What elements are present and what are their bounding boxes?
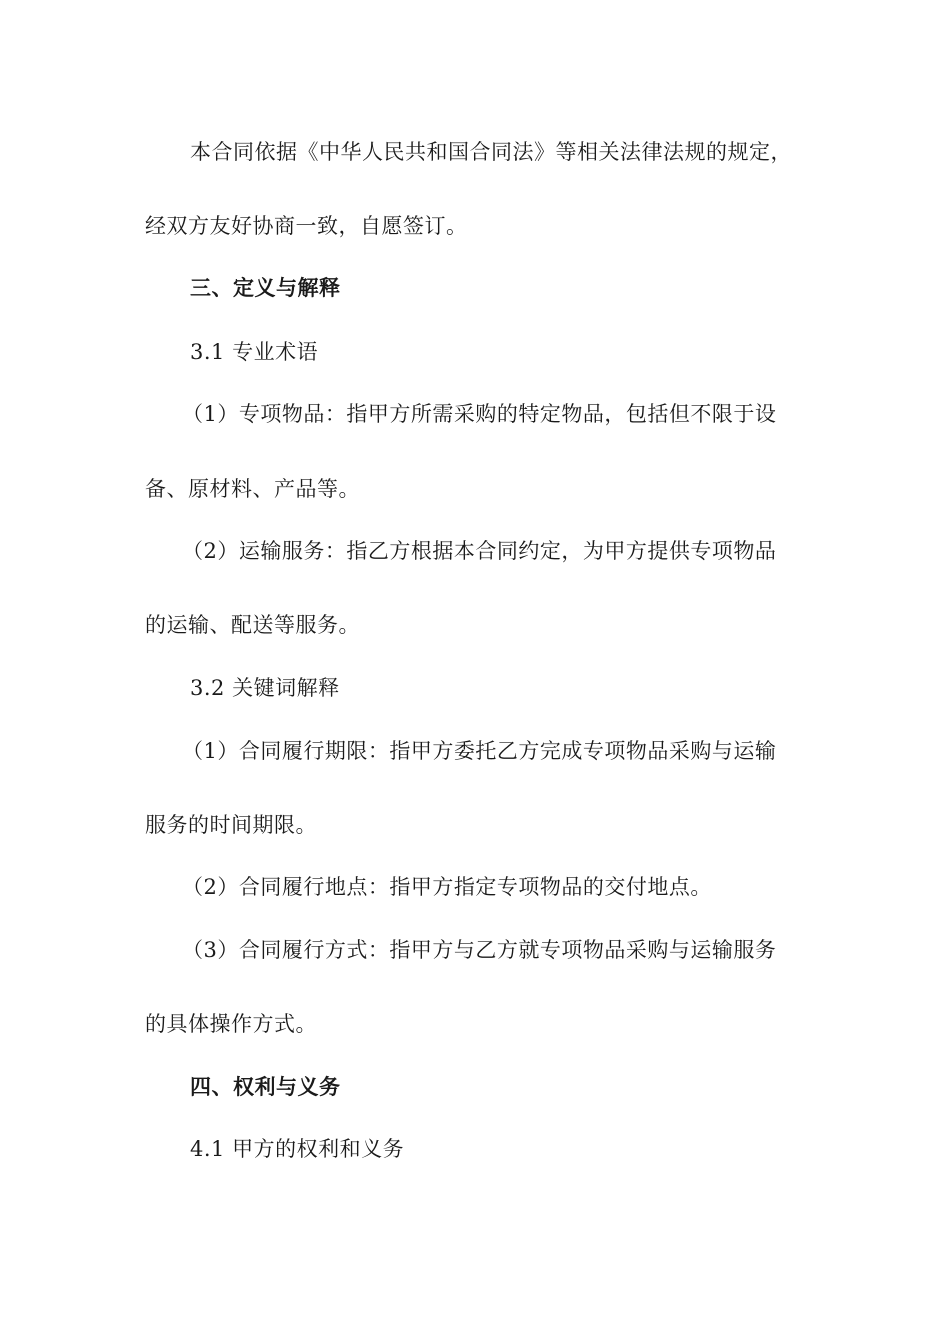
section-heading-definitions: 三、定义与解释 — [190, 275, 341, 300]
keyword-item-1-line-2: 服务的时间期限。 — [145, 813, 317, 837]
term-item-1-line-1: （1）专项物品：指甲方所需采购的特定物品，包括但不限于设 — [182, 402, 777, 426]
section-heading-rights: 四、权利与义务 — [190, 1074, 341, 1099]
term-item-1-line-2: 备、原材料、产品等。 — [145, 477, 360, 501]
paragraph-basis-line-1: 本合同依据《中华人民共和国合同法》等相关法律法规的规定， — [190, 140, 792, 164]
paragraph-basis-line-2: 经双方友好协商一致，自愿签订。 — [145, 214, 468, 238]
keyword-item-3-line-2: 的具体操作方式。 — [145, 1012, 317, 1036]
subsection-heading-party-a: 4.1 甲方的权利和义务 — [190, 1137, 405, 1161]
term-item-2-line-2: 的运输、配送等服务。 — [145, 613, 360, 637]
term-item-2-line-1: （2）运输服务：指乙方根据本合同约定，为甲方提供专项物品 — [182, 539, 777, 563]
subsection-heading-keywords: 3.2 关键词解释 — [190, 676, 340, 700]
subsection-heading-terms: 3.1 专业术语 — [190, 340, 319, 364]
keyword-item-2: （2）合同履行地点：指甲方指定专项物品的交付地点。 — [182, 875, 712, 899]
keyword-item-1-line-1: （1）合同履行期限：指甲方委托乙方完成专项物品采购与运输 — [182, 739, 777, 763]
keyword-item-3-line-1: （3）合同履行方式：指甲方与乙方就专项物品采购与运输服务 — [182, 938, 777, 962]
